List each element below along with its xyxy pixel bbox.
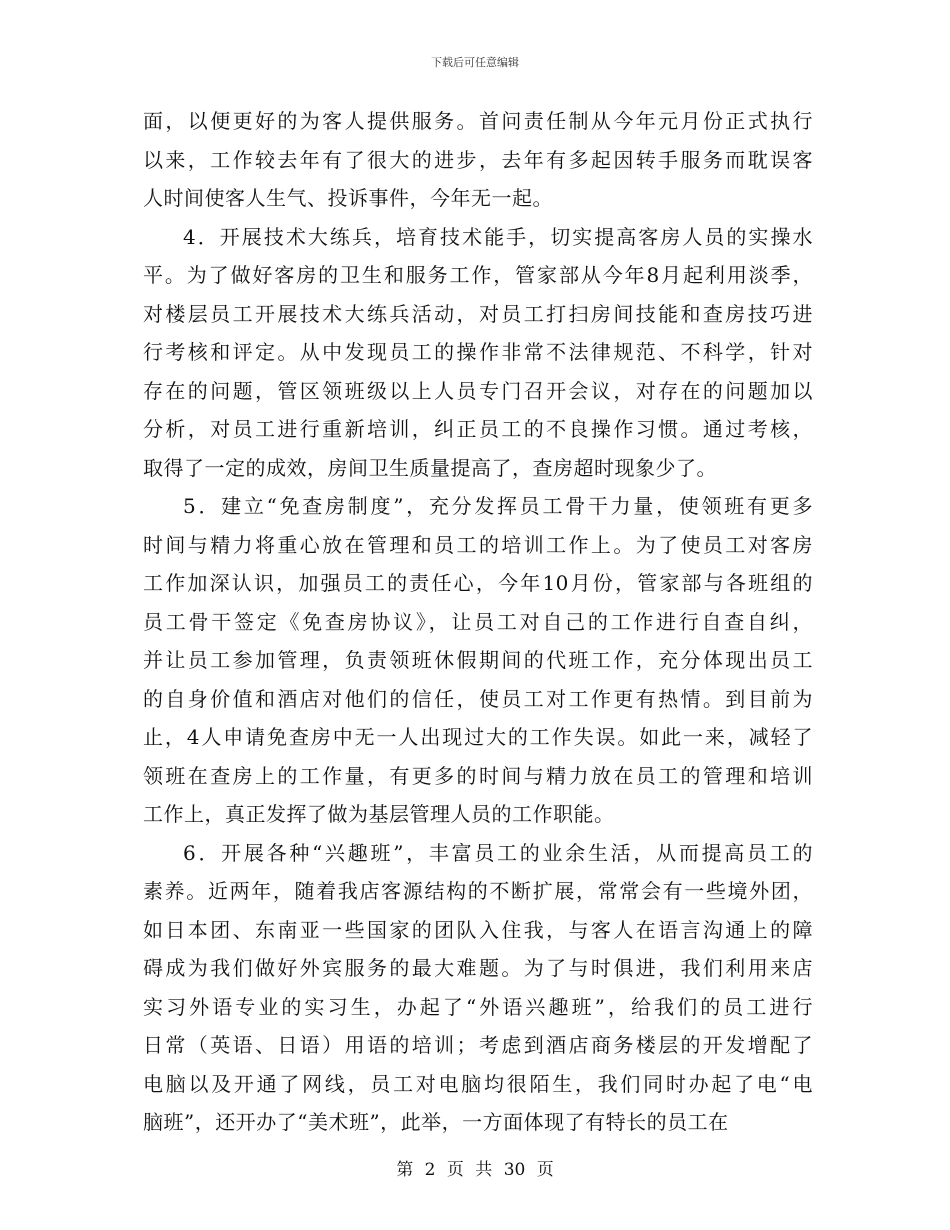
text-line: 实习外语专业的实习生，办起了“外语兴趣班”，给我们的员工进行: [143, 994, 813, 1019]
text-line: 行考核和评定。从中发现员工的操作非常不法律规范、不科学，针对: [143, 340, 813, 364]
text-line: 人时间使客人生气、投诉事件，今年无一起。: [143, 186, 553, 210]
page-footer: 第 2 页 共 30 页: [396, 1160, 554, 1180]
text-line: 5．建立“免查房制度”，充分发挥员工骨干力量，使领班有更多: [183, 494, 813, 518]
paragraph: [143, 102, 813, 218]
paragraph: [143, 834, 813, 1142]
text-line: 存在的问题，管区领班级以上人员专门召开会议，对存在的问题加以: [143, 378, 813, 403]
text-line: 领班在查房上的工作量，有更多的时间与精力放在员工的管理和培训: [143, 763, 813, 788]
text-line: 工作加深认识，加强员工的责任心，今年10月份，管家部与各班组的: [143, 571, 813, 595]
text-line: 以来，工作较去年有了很大的进步，去年有多起因转手服务而耽误客: [143, 147, 813, 172]
text-line: 如日本团、东南亚一些国家的团队入住我，与客人在语言沟通上的障: [143, 917, 813, 942]
text-line: 员工骨干签定《免查房协议》，让员工对自己的工作进行自查自纠，: [143, 609, 813, 634]
text-line: 6．开展各种“兴趣班”，丰富员工的业余生活，从而提高员工的: [183, 840, 813, 865]
text-line: 面，以便更好的为客人提供服务。首问责任制从今年元月份正式执行: [143, 109, 813, 133]
text-line: 脑班”，还开办了“美术班”，此举，一方面体现了有特长的员工在: [143, 1110, 729, 1134]
paragraph: [143, 218, 813, 488]
text-line: 止，4人申请免查房中无一人出现过大的工作失误。如此一来，减轻了: [143, 725, 813, 749]
text-line: 平。为了做好客房的卫生和服务工作，管家部从今年8月起利用淡季，: [143, 263, 813, 287]
text-line: 并让员工参加管理，负责领班休假期间的代班工作，充分体现出员工: [143, 648, 813, 672]
text-line: 取得了一定的成效，房间卫生质量提高了，查房超时现象少了。: [143, 455, 717, 480]
text-line: 电脑以及开通了网线，员工对电脑均很陌生，我们同时办起了电“电: [143, 1071, 813, 1096]
document-body: [143, 102, 813, 1142]
text-line: 日常（英语、日语）用语的培训；考虑到酒店商务楼层的开发增配了: [143, 1033, 813, 1057]
text-line: 对楼层员工开展技术大练兵活动，对员工打扫房间技能和查房技巧进: [143, 301, 813, 326]
page-header: 下载后可任意编辑: [431, 56, 519, 69]
text-line: 4．开展技术大练兵，培育技术能手，切实提高客房人员的实操水: [183, 224, 813, 249]
text-line: 工作上，真正发挥了做为基层管理人员的工作职能。: [143, 802, 615, 826]
text-line: 分析，对员工进行重新培训，纠正员工的不良操作习惯。通过考核，: [143, 417, 813, 441]
text-line: 的自身价值和酒店对他们的信任，使员工对工作更有热情。到目前为: [143, 686, 813, 711]
text-line: 素养。近两年，随着我店客源结构的不断扩展，常常会有一些境外团，: [143, 879, 813, 903]
paragraph: [143, 487, 813, 834]
text-line: 碍成为我们做好外宾服务的最大难题。为了与时俱进，我们利用来店: [143, 956, 813, 980]
text-line: 时间与精力将重心放在管理和员工的培训工作上。为了使员工对客房: [143, 532, 813, 557]
